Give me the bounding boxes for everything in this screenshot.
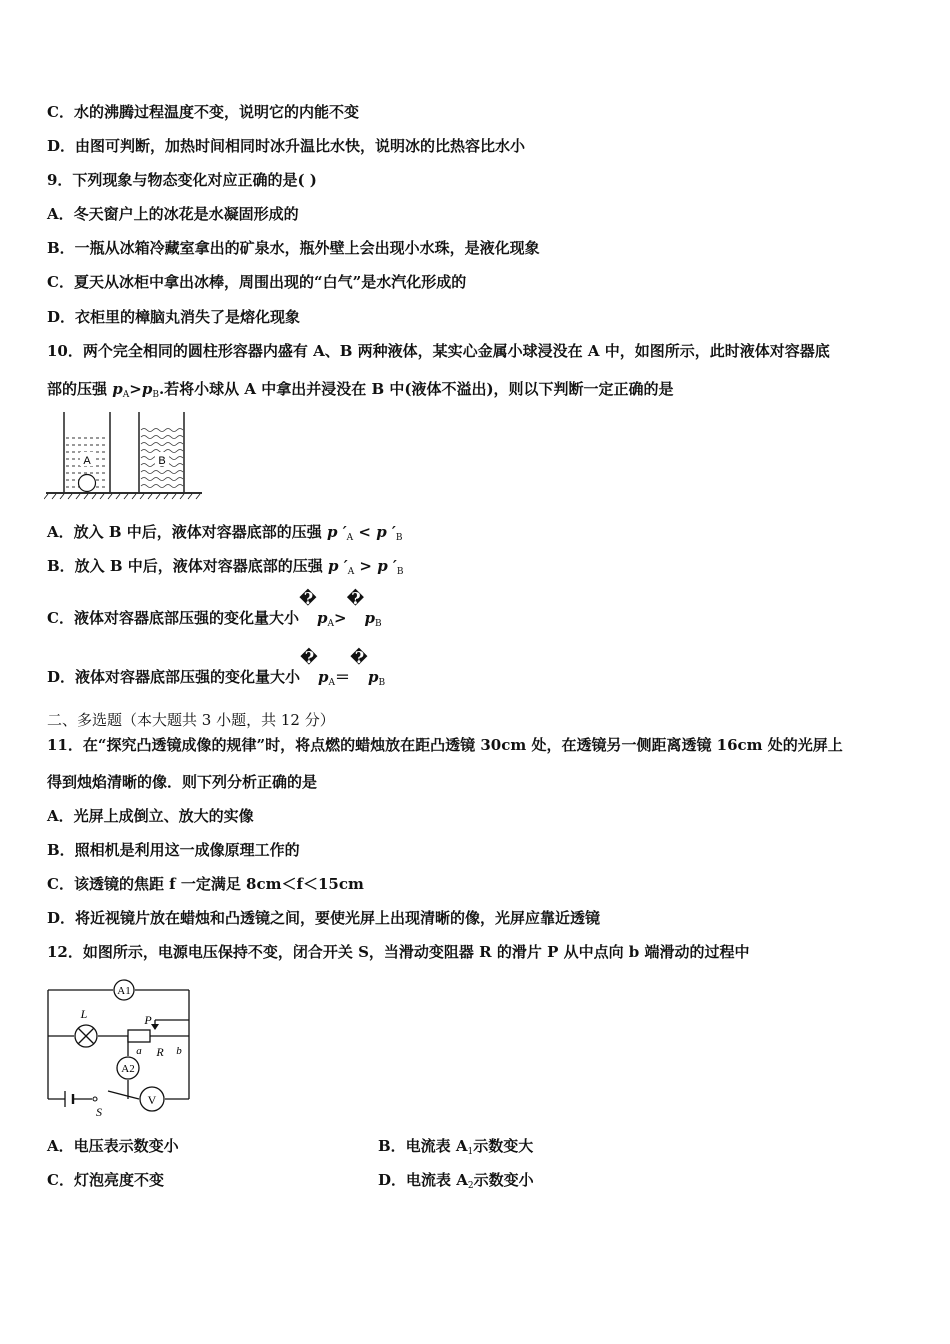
rheostat <box>128 1030 150 1042</box>
voltmeter-label: V <box>147 1093 157 1107</box>
q12-option-d <box>378 1170 534 1196</box>
container-a-label: A <box>83 455 91 467</box>
q8-option-d: D．由图可判断，加热时间相同时冰升温比水快，说明冰的比热容比水小 <box>47 137 526 155</box>
slider-label: P <box>144 1013 152 1027</box>
q10-stem-text-b: .若将小球从 A 中拿出并浸没在 B 中(液体不溢出)，则以下判断一定正确的是 <box>158 380 674 398</box>
q9-option-d: D．衣柜里的樟脑丸消失了是熔化现象 <box>47 308 301 326</box>
q8-option-c: C．水的沸腾过程温度不变，说明它的内能不变 <box>47 103 359 121</box>
ammeter-a1-label: A1 <box>117 985 131 997</box>
pressure-symbol: p <box>364 609 376 627</box>
q10-option-c <box>47 589 382 634</box>
subscript-a: A <box>347 567 355 577</box>
q11-option-b: B．照相机是利用这一成像原理工作的 <box>47 841 300 859</box>
pressure-symbol: p <box>316 609 328 627</box>
pressure-symbol: p <box>112 380 123 398</box>
ammeter-a2-label: A2 <box>121 1063 135 1075</box>
missing-glyph-icon: � <box>346 589 365 608</box>
subscript-b: B <box>378 678 386 688</box>
q11-option-c: C．该透镜的焦距 f 一定满足 8cm＜f＜15cm <box>47 875 364 893</box>
q9-option-b: B．一瓶从冰箱冷藏室拿出的矿泉水，瓶外壁上会出现小水珠，是液化现象 <box>47 239 540 257</box>
q10a-text: A．放入 B 中后，液体对容器底部的压强 <box>47 523 327 541</box>
p-prime: p ′ <box>377 557 397 575</box>
q10-stem-line2 <box>47 379 674 405</box>
q10-stem-line1: 10．两个完全相同的圆柱形容器内盛有 A、B 两种液体，某实心金属小球浸没在 A 中，如图所示，此时液体对容器底 <box>47 342 830 360</box>
pressure-symbol: p <box>141 380 153 398</box>
lamp-label: L <box>80 1007 88 1021</box>
q10c-text: C．液体对容器底部压强的变化量大小 <box>47 609 299 627</box>
comparison-sign: ＝ <box>335 668 351 686</box>
subscript-b: B <box>396 567 404 577</box>
q12-stem: 12．如图所示，电源电压保持不变，闭合开关 S，当滑动变阻器 R 的滑片 P 从中点向 b 端滑动的过程中 <box>47 943 750 961</box>
container-b-label: B <box>158 455 166 467</box>
subscript-a: A <box>346 533 354 543</box>
q11-stem-line2: 得到烛焰清晰的像．则下列分析正确的是 <box>47 773 318 791</box>
missing-glyph-icon: � <box>298 589 317 608</box>
subscript-b: B <box>395 533 403 543</box>
p-prime: p ′ <box>327 523 347 541</box>
missing-glyph-icon: � <box>300 648 318 667</box>
subscript-b: B <box>375 619 382 629</box>
q10d-text: D．液体对容器底部压强的变化量大小 <box>47 668 301 686</box>
comparison-sign: < <box>353 523 377 541</box>
q11-option-d: D．将近视镜片放在蜡烛和凸透镜之间，要使光屏上出现清晰的像，光屏应靠近透镜 <box>47 909 601 927</box>
comparison-sign: > <box>129 380 142 398</box>
q12-option-a: A．电压表示数变小 <box>47 1137 179 1155</box>
rheostat-end-a: a <box>136 1045 142 1057</box>
pressure-symbol: p <box>368 668 379 686</box>
q12-option-c: C．灯泡亮度不变 <box>47 1171 164 1189</box>
subscript-2: 2 <box>467 1181 474 1191</box>
q10-option-d <box>47 648 386 693</box>
rheostat-label: R <box>156 1045 164 1059</box>
q12b-text-end: 示数变大 <box>473 1137 534 1155</box>
missing-glyph-icon: � <box>350 648 368 667</box>
containers-figure <box>44 408 204 500</box>
q9-option-c: C．夏天从冰柜中拿出冰棒，周围出现的“白气”是水汽化形成的 <box>47 273 467 291</box>
q10-stem-text-a: 部的压强 <box>47 380 113 398</box>
circuit-figure <box>44 978 194 1120</box>
q11-option-a: A．光屏上成倒立、放大的实像 <box>47 807 254 825</box>
subscript-1: 1 <box>467 1147 474 1157</box>
q10-option-a <box>47 522 402 548</box>
q12-option-b <box>378 1136 533 1162</box>
pressure-symbol: p <box>318 668 329 686</box>
subscript-b: B <box>152 390 159 400</box>
rheostat-end-b: b <box>176 1045 182 1057</box>
metal-ball <box>79 475 96 492</box>
q12d-text-end: 示数变小 <box>473 1171 534 1189</box>
p-prime: p ′ <box>328 557 348 575</box>
subscript-a: A <box>328 678 336 688</box>
subscript-a: A <box>122 390 130 400</box>
switch-label: S <box>96 1105 102 1119</box>
q9-option-a: A．冬天窗户上的冰花是水凝固形成的 <box>47 205 299 223</box>
q11-stem-line1: 11．在“探究凸透镜成像的规律”时，将点燃的蜡烛放在距凸透镜 30cm 处，在透镜另一侧距离透镜 16cm 处的光屏上 <box>47 736 843 754</box>
subscript-a: A <box>327 619 334 629</box>
q10-option-b <box>47 556 404 582</box>
comparison-sign: > <box>354 557 378 575</box>
q10b-text: B．放入 B 中后，液体对容器底部的压强 <box>47 557 329 575</box>
q12d-text: D．电流表 A <box>378 1171 468 1189</box>
section-2-heading: 二、多选题（本大题共 3 小题，共 12 分） <box>47 711 335 729</box>
comparison-sign: > <box>333 609 347 627</box>
q9-stem: 9．下列现象与物态变化对应正确的是( ) <box>47 171 317 189</box>
q12b-text: B．电流表 A <box>378 1137 468 1155</box>
p-prime: p ′ <box>376 523 396 541</box>
